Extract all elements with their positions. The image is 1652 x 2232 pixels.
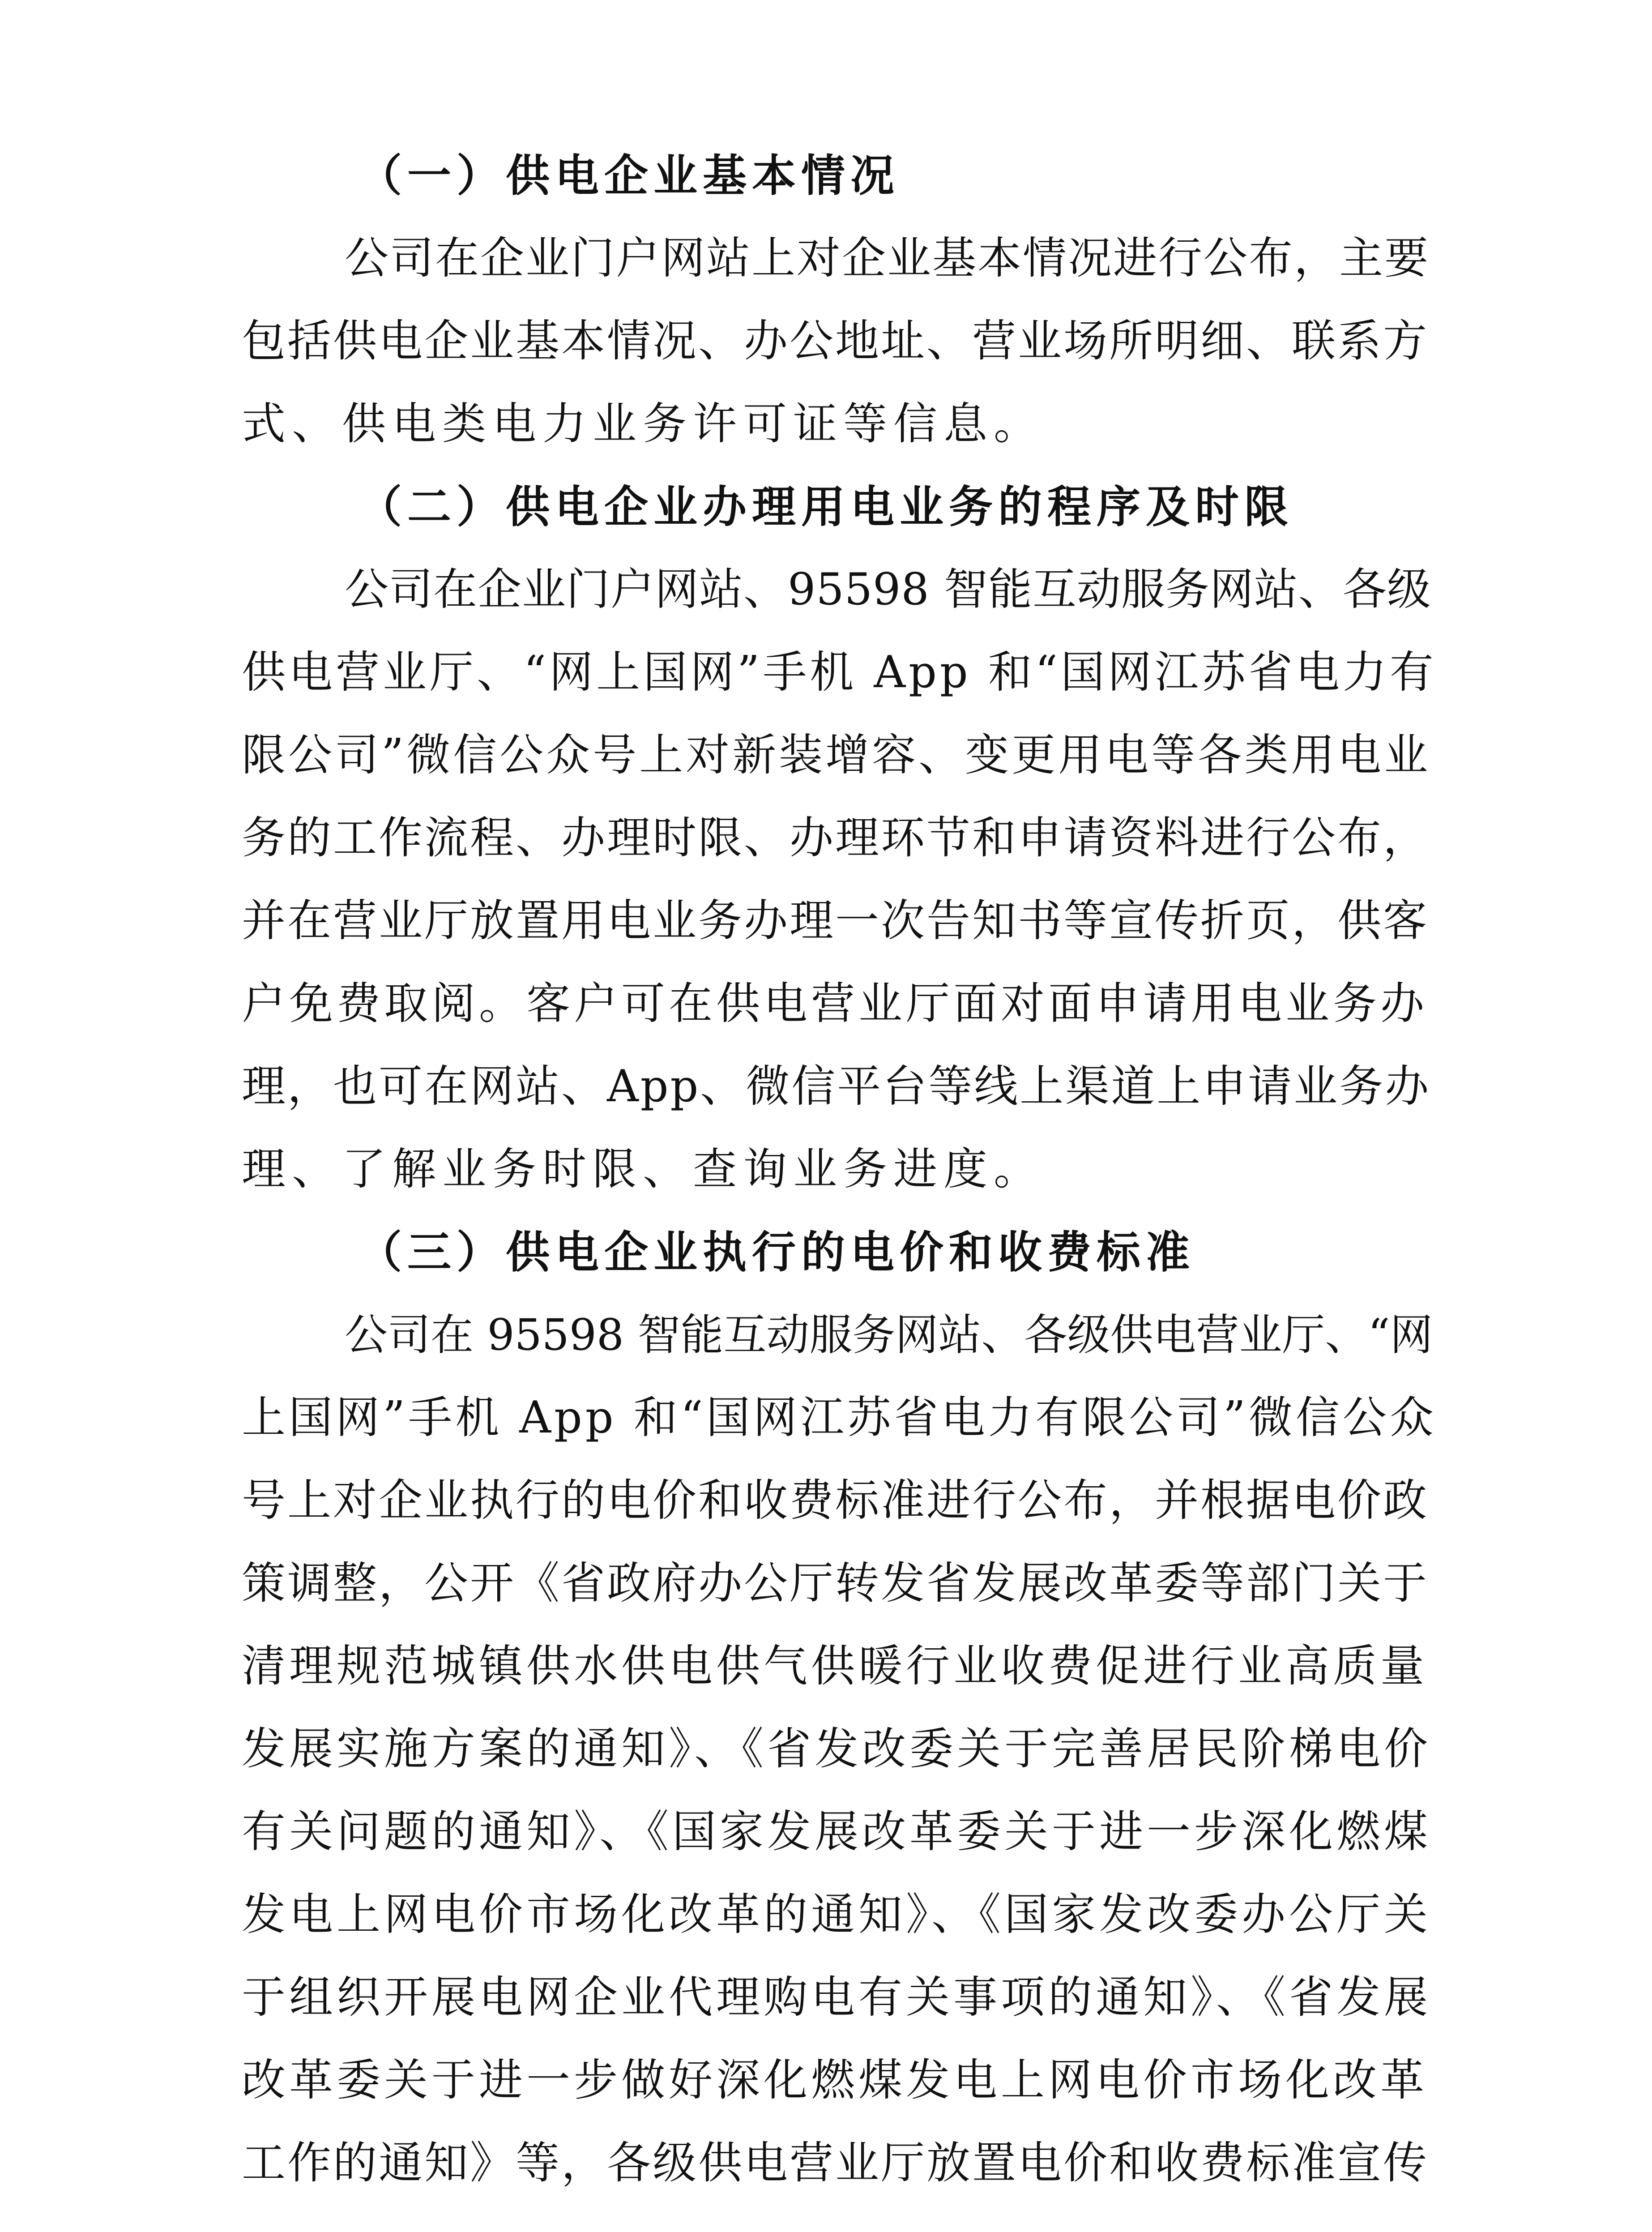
body-line: 号上对企业执行的电价和收费标准进行公布，并根据电价政 bbox=[242, 1475, 1429, 1526]
body-line: 公司在 95598 智能互动服务网站、各级供电营业厅、“网 bbox=[345, 1310, 1433, 1360]
body-line: 发展实施方案的通知》、《省发改委关于完善居民阶梯电价 bbox=[242, 1723, 1432, 1774]
body-line: 改革委关于进一步做好深化燃煤发电上网电价市场化改革 bbox=[242, 2055, 1428, 2106]
body-line: 户免费取阅。客户可在供电营业厅面对面申请用电业务办 bbox=[242, 978, 1428, 1029]
body-line: 发电上网电价市场化改革的通知》、《国家发改委办公厅关 bbox=[242, 1889, 1432, 1940]
body-line: 包括供电企业基本情况、办公地址、营业场所明细、联系方 bbox=[242, 316, 1429, 367]
body-line: 公司在企业门户网站上对企业基本情况进行公布，主要 bbox=[345, 233, 1430, 284]
body-line: 公司在企业门户网站、95598 智能互动服务网站、各级 bbox=[345, 564, 1431, 615]
body-line: 理、了解业务时限、查询业务进度。 bbox=[242, 1144, 1044, 1195]
body-line: 并在营业厅放置用电业务办理一次告知书等宣传折页，供客 bbox=[242, 895, 1429, 946]
body-line: 理，也可在网站、App、微信平台等线上渠道上申请业务办 bbox=[242, 1061, 1431, 1112]
body-line: 清理规范城镇供水供电供气供暖行业收费促进行业高质量 bbox=[242, 1641, 1428, 1692]
body-line: 有关问题的通知》、《国家发展改革委关于进一步深化燃煤 bbox=[242, 1806, 1432, 1857]
body-line: 于组织开展电网企业代理购电有关事项的通知》、《省发展 bbox=[242, 1972, 1432, 2023]
section-heading-1: （一）供电企业基本情况 bbox=[358, 150, 900, 201]
body-line: 上国网”手机 App 和“国网江苏省电力有限公司”微信公众 bbox=[242, 1392, 1437, 1443]
body-line: 限公司”微信公众号上对新装增容、变更用电等各类用电业 bbox=[242, 730, 1431, 781]
section-heading-2: （二）供电企业办理用电业务的程序及时限 bbox=[358, 481, 1294, 533]
body-line: 务的工作流程、办理时限、办理环节和申请资料进行公布， bbox=[242, 812, 1429, 864]
body-line: 供电营业厅、“网上国网”手机 App 和“国网江苏省电力有 bbox=[242, 647, 1437, 698]
body-line: 工作的通知》等，各级供电营业厅放置电价和收费标准宣传 bbox=[242, 2138, 1429, 2189]
body-line: 策调整，公开《省政府办公厅转发省发展改革委等部门关于 bbox=[242, 1558, 1429, 1609]
section-heading-3: （三）供电企业执行的电价和收费标准 bbox=[358, 1227, 1195, 1278]
body-line: 式、供电类电力业务许可证等信息。 bbox=[242, 398, 1044, 449]
